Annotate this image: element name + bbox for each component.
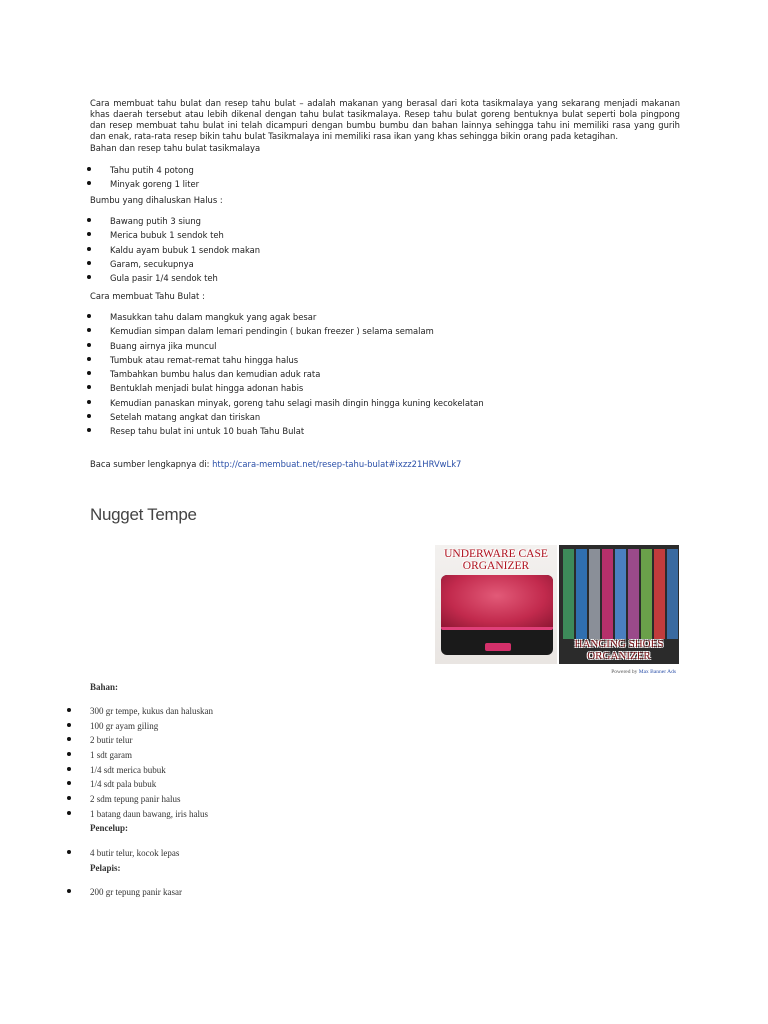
list-item: 4 butir telur, kocok lepas (0, 848, 700, 863)
powered-by-link[interactable]: Max Banner Ads (638, 669, 676, 675)
source-link[interactable]: http://cara-membuat.net/resep-tahu-bulat#ixzz21HRVwLk7 (212, 459, 462, 469)
ad-right-title-line2: ORGANIZER (587, 650, 651, 662)
nugget-pelapis-list (0, 887, 700, 902)
bullet-icon (87, 414, 91, 418)
list-item: Merica bubuk 1 sendok teh (0, 230, 700, 244)
powered-by: Powered by Max Banner Ads (611, 669, 676, 675)
underware-case-ad-image[interactable] (435, 545, 557, 664)
bullet-icon (87, 314, 91, 318)
intro-paragraph: Cara membuat tahu bulat dan resep tahu bulat – adalah makanan yang berasal dari kota tasikmalaya yang sekarang menjadi makanan khas daerah tersebut atau lebih dikenal dengan tahu bulat tasikmalaya. Resep tahu bulat goreng bentuknya bulat seperti bola pingpong dan resep membuat tahu bulat ini telah dicampuri dengan bumbu bumbu dan bahan lainnya sehingga tahu ini memiliki rasa yang gurih dan enak, rata-rata resep bikin tahu bulat Tasikmalaya ini memiliki rasa ikan yang khas sehingga bikin orang pada ketagihan. (90, 98, 680, 141)
source-line (90, 459, 461, 470)
list-item: Kemudian simpan dalam lemari pendingin ( bukan freezer ) selama semalam (0, 326, 700, 340)
bullet-icon (87, 400, 91, 404)
bullet-icon (67, 737, 71, 741)
nugget-pencelup-list (0, 848, 700, 863)
bahan-label: Bahan: (90, 682, 119, 692)
bullet-icon (87, 261, 91, 265)
pencelup-label: Pencelup: (90, 823, 128, 833)
ad-left-title-line2: ORGANIZER (462, 560, 530, 572)
ad-right-title-line1: HANGING SHOES (574, 638, 664, 650)
bullet-icon (67, 752, 71, 756)
page-title: Nugget Tempe (90, 505, 197, 524)
bullet-icon (67, 723, 71, 727)
bullet-icon (87, 428, 91, 432)
bullet-icon (67, 767, 71, 771)
list-item: Bentuklah menjadi bulat hingga adonan habis (0, 383, 700, 397)
list-item: Minyak goreng 1 liter (0, 179, 700, 193)
list-item: Kaldu ayam bubuk 1 sendok makan (0, 245, 700, 259)
nugget-bahan-list (0, 706, 700, 824)
section-heading-cara: Cara membuat Tahu Bulat : (90, 291, 205, 301)
hanging-shoes-ad-image[interactable] (559, 545, 679, 664)
bullet-icon (67, 796, 71, 800)
bullet-icon (87, 328, 91, 332)
list-item: Masukkan tahu dalam mangkuk yang agak besar (0, 312, 700, 326)
bullet-icon (87, 357, 91, 361)
bullet-icon (87, 167, 91, 171)
bullet-icon (87, 232, 91, 236)
list-item: 300 gr tempe, kukus dan haluskan (0, 706, 700, 721)
banner-ad[interactable] (435, 545, 679, 664)
source-label: Baca sumber lengkapnya di: (90, 459, 213, 469)
bahan-list (0, 165, 700, 194)
case-illustration (441, 575, 553, 655)
list-item: Tambahkan bumbu halus dan kemudian aduk rata (0, 369, 700, 383)
list-item: 100 gr ayam giling (0, 721, 700, 736)
section-heading-bahan: Bahan dan resep tahu bulat tasikmalaya (90, 143, 261, 153)
list-item: Resep tahu bulat ini untuk 10 buah Tahu Bulat (0, 426, 700, 440)
bullet-icon (67, 889, 71, 893)
list-item: 200 gr tepung panir kasar (0, 887, 700, 902)
list-item: 1 batang daun bawang, iris halus (0, 809, 700, 824)
bullet-icon (87, 181, 91, 185)
list-item: Gula pasir 1/4 sendok teh (0, 273, 700, 287)
bullet-icon (67, 811, 71, 815)
bullet-icon (87, 385, 91, 389)
bullet-icon (87, 371, 91, 375)
list-item: Bawang putih 3 siung (0, 216, 700, 230)
list-item: 1/4 sdt pala bubuk (0, 779, 700, 794)
list-item: Buang airnya jika muncul (0, 341, 700, 355)
list-item: Tahu putih 4 potong (0, 165, 700, 179)
bullet-icon (67, 781, 71, 785)
bullet-icon (67, 850, 71, 854)
cara-list (0, 312, 700, 441)
section-heading-bumbu: Bumbu yang dihaluskan Halus : (90, 195, 223, 205)
pelapis-label: Pelapis: (90, 863, 121, 873)
list-item: Tumbuk atau remat-remat tahu hingga halus (0, 355, 700, 369)
list-item: 1 sdt garam (0, 750, 700, 765)
bullet-icon (67, 708, 71, 712)
bullet-icon (87, 247, 91, 251)
ad-left-title-line1: UNDERWARE CASE (444, 548, 548, 560)
list-item: Garam, secukupnya (0, 259, 700, 273)
list-item: Kemudian panaskan minyak, goreng tahu selagi masih dingin hingga kuning kecokelatan (0, 398, 700, 412)
list-item: 1/4 sdt merica bubuk (0, 765, 700, 780)
list-item: Setelah matang angkat dan tiriskan (0, 412, 700, 426)
bullet-icon (87, 275, 91, 279)
bullet-icon (87, 343, 91, 347)
bullet-icon (87, 218, 91, 222)
bumbu-list (0, 216, 700, 287)
list-item: 2 butir telur (0, 735, 700, 750)
list-item: 2 sdm tepung panir halus (0, 794, 700, 809)
